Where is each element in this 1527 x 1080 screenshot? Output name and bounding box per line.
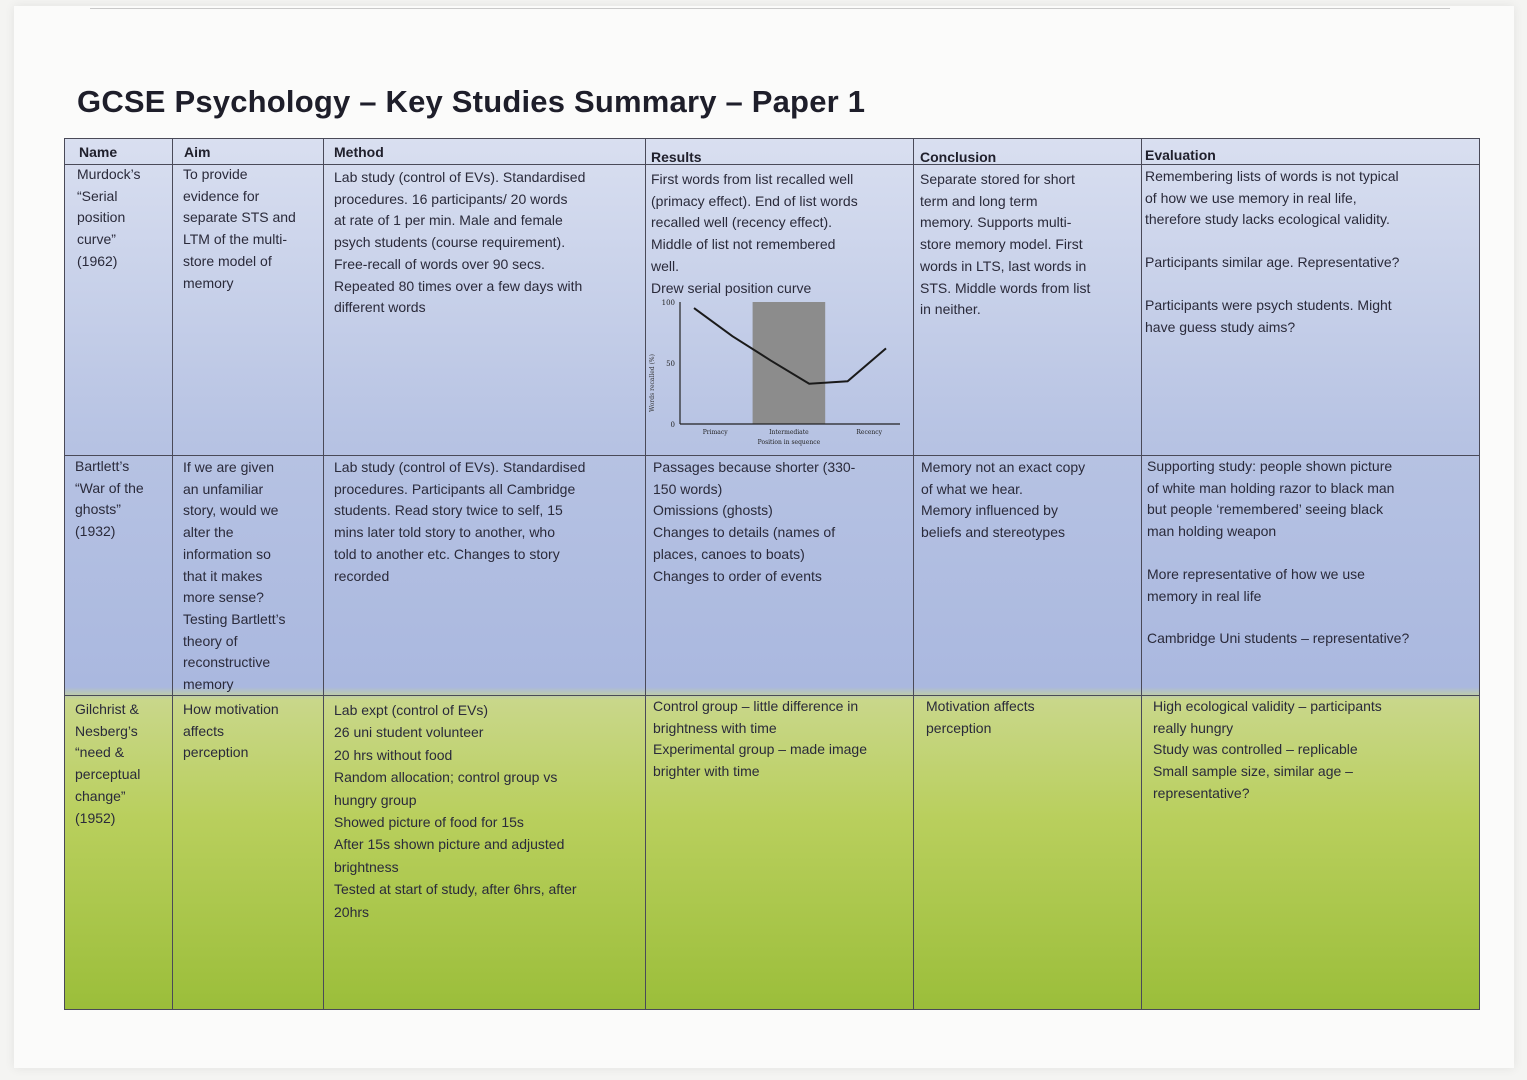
text-line: To provide bbox=[183, 166, 248, 182]
text-line: (primacy effect). End of list words bbox=[651, 192, 858, 209]
text-line: 20hrs bbox=[334, 903, 370, 920]
text-line: places, canoes to boats) bbox=[653, 545, 805, 562]
text-line: memory in real life bbox=[1147, 587, 1262, 604]
text-line: Participants similar age. Representative? bbox=[1145, 254, 1400, 271]
text-line: Murdock’s bbox=[77, 166, 141, 182]
serial-position-curve-svg bbox=[644, 296, 904, 456]
text-line: position bbox=[77, 209, 126, 226]
text-line: Lab expt (control of EVs) bbox=[334, 702, 489, 718]
text-line: STS. Middle words from list bbox=[920, 279, 1091, 296]
text-line: Cambridge Uni students – representative? bbox=[1147, 630, 1410, 647]
text-line: story, would we bbox=[183, 502, 279, 519]
text-line: Passages because shorter (330- bbox=[653, 459, 856, 475]
text-line: Lab study (control of EVs). Standardised bbox=[334, 459, 586, 475]
text-line: ghosts” bbox=[75, 501, 121, 518]
text-line: Gilchrist & bbox=[75, 701, 139, 717]
header-evaluation: Evaluation bbox=[1145, 147, 1216, 163]
text-line: of white man holding razor to black man bbox=[1147, 479, 1395, 496]
text-line: Memory influenced by bbox=[921, 502, 1058, 519]
text-line: Tested at start of study, after 6hrs, after bbox=[334, 881, 577, 898]
header-conclusion: Conclusion bbox=[920, 149, 997, 165]
text-line: Remembering lists of words is not typical bbox=[1145, 168, 1399, 184]
text-line: Showed picture of food for 15s bbox=[334, 814, 524, 831]
text-line: Separate stored for short bbox=[920, 171, 1075, 187]
region-label: Intermediate bbox=[769, 429, 809, 436]
text-line: psych students (course requirement). bbox=[334, 234, 566, 251]
text-line: beliefs and stereotypes bbox=[921, 524, 1065, 541]
text-line: Lab study (control of EVs). Standardised bbox=[334, 169, 586, 185]
text-line: memory bbox=[183, 274, 234, 291]
text-line: Middle of list not remembered bbox=[651, 236, 836, 253]
text-line: Small sample size, similar age – bbox=[1153, 763, 1353, 780]
row3-name bbox=[69, 699, 175, 829]
text-line: How motivation bbox=[183, 701, 279, 717]
text-line: at rate of 1 per min. Male and female bbox=[334, 212, 563, 229]
text-line: brighter with time bbox=[653, 763, 760, 780]
text-line: Bartlett’s bbox=[75, 458, 130, 474]
text-line: Memory not an exact copy bbox=[921, 459, 1086, 475]
row1-results bbox=[645, 169, 915, 299]
y-tick-label: 50 bbox=[666, 360, 675, 368]
row2-aim bbox=[177, 457, 327, 696]
text-line: Control group – little difference in bbox=[653, 698, 859, 714]
text-line: 26 uni student volunteer bbox=[334, 724, 484, 741]
text-line: store model of bbox=[183, 252, 272, 269]
text-line: evidence for bbox=[183, 187, 260, 204]
row1-method bbox=[328, 167, 648, 319]
text-line: procedures. 16 participants/ 20 words bbox=[334, 190, 568, 207]
row2-name bbox=[69, 456, 175, 543]
header-results: Results bbox=[651, 149, 702, 165]
header-method: Method bbox=[334, 144, 384, 160]
text-line: (1932) bbox=[75, 523, 116, 540]
text-line: memory. Supports multi- bbox=[920, 214, 1072, 231]
text-line: well. bbox=[651, 257, 680, 274]
row3-aim bbox=[177, 699, 327, 764]
row2-results bbox=[647, 457, 915, 587]
page-title: GCSE Psychology – Key Studies Summary – Paper 1 bbox=[77, 84, 866, 119]
text-line: different words bbox=[334, 299, 426, 316]
text-line: representative? bbox=[1153, 784, 1250, 801]
text-line: Changes to details (names of bbox=[653, 524, 836, 541]
text-line: perception bbox=[183, 744, 249, 761]
text-line: Nesberg’s bbox=[75, 722, 138, 739]
y-tick-label: 0 bbox=[670, 421, 675, 429]
row2-evaluation bbox=[1141, 456, 1481, 650]
text-line: Participants were psych students. Might bbox=[1145, 296, 1392, 313]
text-line: of what we hear. bbox=[921, 480, 1023, 497]
text-line: perceptual bbox=[75, 766, 141, 783]
region-label: Primacy bbox=[702, 429, 728, 436]
text-line: Motivation affects bbox=[926, 698, 1035, 714]
text-line: (1962) bbox=[77, 252, 118, 269]
text-line: reconstructive bbox=[183, 654, 271, 671]
text-line: Drew serial position curve bbox=[651, 279, 812, 296]
intermediate-shaded-region bbox=[753, 302, 826, 424]
text-line: More representative of how we use bbox=[1147, 565, 1365, 582]
text-line: recalled well (recency effect). bbox=[651, 214, 833, 231]
text-line: told to another etc. Changes to story bbox=[334, 545, 560, 562]
text-line: really hungry bbox=[1153, 719, 1234, 736]
text-line: change” bbox=[75, 787, 126, 804]
text-line: therefore study lacks ecological validity. bbox=[1145, 211, 1390, 228]
text-line: curve” bbox=[77, 231, 116, 248]
text-line: memory bbox=[183, 676, 234, 693]
text-line: Study was controlled – replicable bbox=[1153, 741, 1358, 758]
y-tick-label: 100 bbox=[661, 299, 675, 307]
text-line: Omissions (ghosts) bbox=[653, 502, 773, 519]
row3-evaluation bbox=[1147, 696, 1481, 805]
row1-evaluation bbox=[1139, 166, 1479, 338]
row3-conclusion bbox=[920, 696, 1142, 739]
text-line: students. Read story twice to self, 15 bbox=[334, 502, 563, 519]
text-line: 150 words) bbox=[653, 480, 723, 497]
text-line: words in LTS, last words in bbox=[920, 257, 1087, 274]
scan-edge-line bbox=[90, 8, 1450, 9]
row3-method bbox=[328, 699, 648, 923]
text-line: “need & bbox=[75, 744, 125, 761]
text-line: term and long term bbox=[920, 192, 1038, 209]
text-line: in neither. bbox=[920, 301, 981, 318]
y-axis-label: Words recalled (%) bbox=[649, 354, 656, 412]
text-line: Random allocation; control group vs bbox=[334, 769, 558, 786]
text-line: After 15s shown picture and adjusted bbox=[334, 836, 565, 853]
x-axis-label: Position in sequence bbox=[757, 439, 821, 446]
text-line: of how we use memory in real life, bbox=[1145, 189, 1357, 206]
text-line: man holding weapon bbox=[1147, 523, 1277, 540]
text-line: brightness with time bbox=[653, 719, 777, 736]
text-line: but people ‘remembered’ seeing black bbox=[1147, 501, 1384, 518]
text-line: procedures. Participants all Cambridge bbox=[334, 480, 576, 497]
text-line: hungry group bbox=[334, 791, 417, 808]
text-line: information so bbox=[183, 545, 271, 562]
text-line: “War of the bbox=[75, 479, 144, 496]
text-line: Repeated 80 times over a few days with bbox=[334, 277, 583, 294]
text-line: (1952) bbox=[75, 809, 116, 826]
text-line: If we are given bbox=[183, 459, 275, 475]
text-line: Testing Bartlett’s bbox=[183, 610, 286, 627]
region-label: Recency bbox=[856, 429, 882, 436]
text-line: First words from list recalled well bbox=[651, 171, 854, 187]
row1-name bbox=[71, 164, 175, 273]
text-line: Experimental group – made image bbox=[653, 741, 868, 758]
header-aim: Aim bbox=[184, 144, 211, 160]
text-line: have guess study aims? bbox=[1145, 318, 1296, 335]
text-line: recorded bbox=[334, 567, 390, 584]
serial-position-curve-chart bbox=[644, 296, 904, 444]
text-line: Supporting study: people shown picture bbox=[1147, 458, 1393, 474]
text-line: “Serial bbox=[77, 187, 118, 204]
text-line: affects bbox=[183, 722, 224, 739]
row1-conclusion bbox=[914, 169, 1142, 321]
text-line: High ecological validity – participants bbox=[1153, 698, 1382, 714]
text-line: perception bbox=[926, 719, 992, 736]
row2-conclusion bbox=[915, 457, 1143, 544]
text-line: an unfamiliar bbox=[183, 480, 264, 497]
text-line: more sense? bbox=[183, 589, 264, 606]
text-line: mins later told story to another, who bbox=[334, 524, 555, 541]
text-line: theory of bbox=[183, 632, 238, 649]
text-line: 20 hrs without food bbox=[334, 746, 453, 763]
text-line: brightness bbox=[334, 858, 399, 875]
header-name: Name bbox=[79, 144, 118, 160]
summary-table bbox=[64, 138, 1480, 1010]
row3-results bbox=[647, 696, 915, 783]
text-line: store memory model. First bbox=[920, 236, 1083, 253]
text-line: separate STS and bbox=[183, 209, 296, 226]
row1-aim bbox=[177, 164, 327, 294]
text-line: alter the bbox=[183, 524, 234, 541]
text-line: LTM of the multi- bbox=[183, 231, 287, 248]
text-line: Changes to order of events bbox=[653, 567, 822, 584]
text-line: that it makes bbox=[183, 567, 263, 584]
row2-method bbox=[328, 457, 648, 587]
text-line: Free-recall of words over 90 secs. bbox=[334, 255, 545, 272]
